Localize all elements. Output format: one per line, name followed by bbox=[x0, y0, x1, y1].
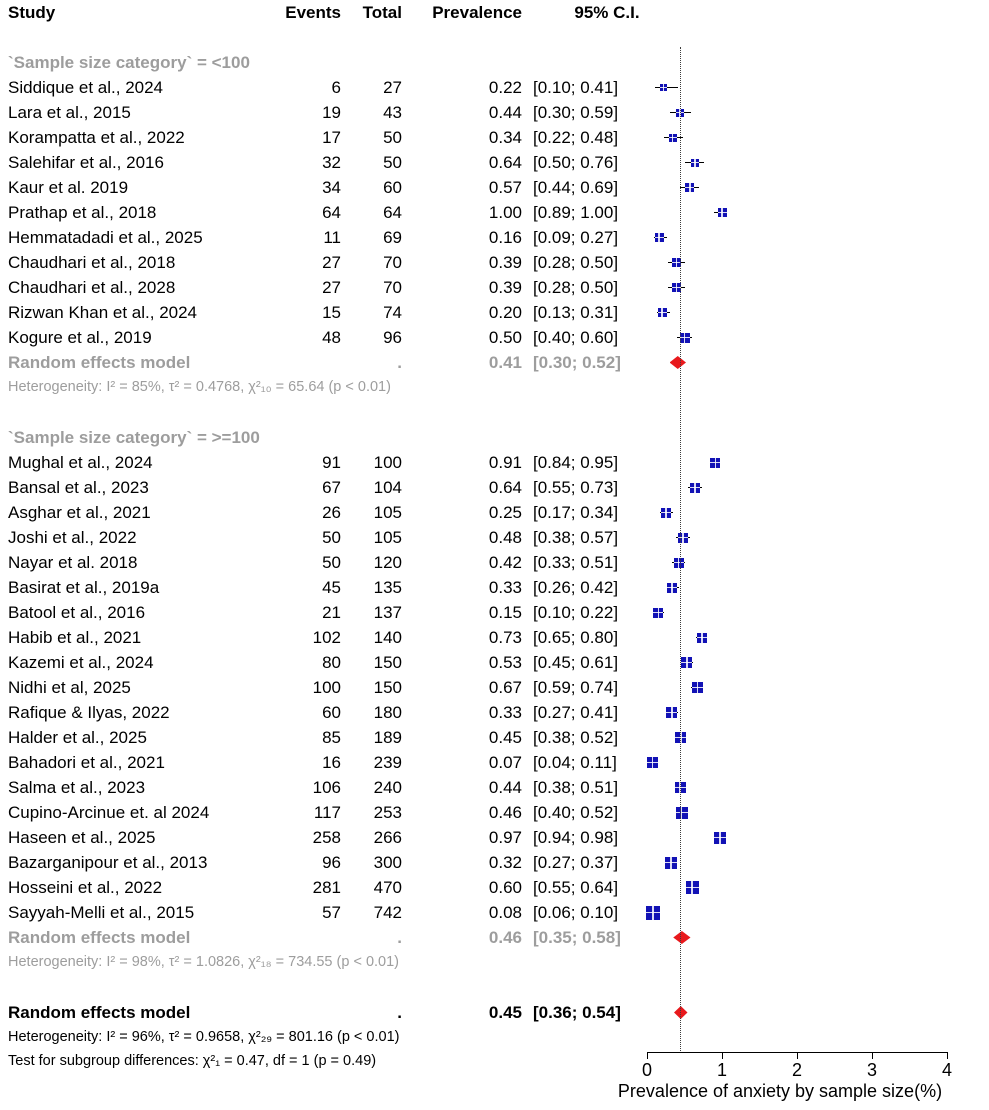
subgroup-label: `Sample size category` = <100 bbox=[8, 53, 250, 72]
effect-square bbox=[653, 608, 663, 618]
square-cross-v-icon bbox=[697, 682, 699, 693]
prevalence-value: 0.08 bbox=[488, 903, 522, 922]
events-value: 48 bbox=[322, 328, 341, 347]
prevalence-value: 1.00 bbox=[488, 203, 522, 222]
study-label: Siddique et al., 2024 bbox=[8, 78, 164, 97]
ci-value: [0.55; 0.64] bbox=[533, 878, 619, 897]
study-label: Bahadori et al., 2021 bbox=[8, 753, 165, 772]
total-value: 180 bbox=[373, 703, 402, 722]
ci-value: [0.30; 0.59] bbox=[533, 103, 619, 122]
square-cross-v-icon bbox=[676, 258, 678, 267]
ci-value: [0.10; 0.22] bbox=[533, 603, 619, 622]
ci-value: [0.35; 0.58] bbox=[533, 928, 621, 947]
events-value: 281 bbox=[312, 878, 341, 897]
events-value: 100 bbox=[312, 678, 341, 697]
events-value: 85 bbox=[322, 728, 341, 747]
total-value: 96 bbox=[383, 328, 402, 347]
study-label: Salehifar et al., 2016 bbox=[8, 153, 164, 172]
effect-square bbox=[665, 857, 677, 869]
study-label: Salma et al., 2023 bbox=[8, 778, 146, 797]
square-cross-v-icon bbox=[715, 458, 717, 468]
ci-value: [0.65; 0.80] bbox=[533, 628, 619, 647]
ci-value: [0.94; 0.98] bbox=[533, 828, 619, 847]
prevalence-value: 0.46 bbox=[488, 928, 522, 947]
square-cross-v-icon bbox=[682, 533, 684, 543]
subgroup-test-text: Test for subgroup differences: χ²₁ = 0.47, df = 1 (p = 0.49) bbox=[8, 1053, 377, 1069]
prevalence-value: 0.44 bbox=[488, 103, 522, 122]
ci-value: [0.27; 0.37] bbox=[533, 853, 619, 872]
effect-square bbox=[718, 208, 727, 217]
axis-tick-label: 0 bbox=[641, 1060, 652, 1080]
effect-square bbox=[690, 483, 700, 493]
events-value: 15 bbox=[322, 303, 341, 322]
prevalence-value: 0.57 bbox=[488, 178, 522, 197]
ci-value: [0.59; 0.74] bbox=[533, 678, 619, 697]
effect-square bbox=[646, 906, 660, 920]
study-label: Kogure et al., 2019 bbox=[8, 328, 152, 347]
events-value: 102 bbox=[312, 628, 341, 647]
study-label: Random effects model bbox=[8, 1003, 191, 1022]
column-header-events: Events bbox=[285, 3, 341, 22]
total-value: 470 bbox=[373, 878, 402, 897]
effect-square bbox=[686, 881, 699, 894]
subgroup-label: `Sample size category` = >=100 bbox=[8, 428, 260, 447]
events-value: 50 bbox=[322, 553, 341, 572]
events-value: 26 bbox=[322, 503, 341, 522]
total-value: 300 bbox=[373, 853, 402, 872]
square-cross-v-icon bbox=[671, 707, 673, 718]
column-header-prevalence: Prevalence bbox=[432, 3, 522, 22]
total-value: 189 bbox=[373, 728, 402, 747]
square-cross-v-icon bbox=[721, 208, 723, 217]
square-cross-v-icon bbox=[689, 183, 691, 192]
study-label: Kazemi et al., 2024 bbox=[8, 653, 154, 672]
total-value: . bbox=[397, 353, 402, 372]
axis-tick-label: 2 bbox=[791, 1060, 802, 1080]
study-label: Joshi et al., 2022 bbox=[8, 528, 137, 547]
square-cross-v-icon bbox=[658, 608, 660, 618]
total-value: 137 bbox=[373, 603, 402, 622]
square-cross-v-icon bbox=[676, 283, 678, 292]
study-label: Haseen et al., 2025 bbox=[8, 828, 156, 847]
axis-tick-label: 3 bbox=[866, 1060, 877, 1080]
prevalence-value: 0.53 bbox=[488, 653, 522, 672]
ci-value: [0.30; 0.52] bbox=[533, 353, 621, 372]
study-label: Hemmatadadi et al., 2025 bbox=[8, 228, 203, 247]
total-value: 60 bbox=[383, 178, 402, 197]
events-value: 117 bbox=[313, 803, 341, 822]
total-value: 253 bbox=[373, 803, 402, 822]
effect-square bbox=[685, 183, 694, 192]
total-value: 240 bbox=[373, 778, 402, 797]
effect-square bbox=[680, 333, 690, 343]
summary-diamond bbox=[673, 931, 690, 944]
prevalence-value: 0.73 bbox=[488, 628, 522, 647]
effect-square bbox=[697, 633, 707, 643]
study-label: Mughal et al., 2024 bbox=[8, 453, 153, 472]
study-label: Sayyah-Melli et al., 2015 bbox=[8, 903, 195, 922]
square-cross-v-icon bbox=[671, 583, 673, 593]
ci-value: [0.36; 0.54] bbox=[533, 1003, 621, 1022]
total-value: 150 bbox=[373, 653, 402, 672]
study-label: Random effects model bbox=[8, 353, 191, 372]
ci-value: [0.28; 0.50] bbox=[533, 253, 619, 272]
ci-value: [0.84; 0.95] bbox=[533, 453, 619, 472]
prevalence-value: 0.39 bbox=[488, 278, 522, 297]
prevalence-value: 0.41 bbox=[488, 353, 522, 372]
study-label: Lara et al., 2015 bbox=[8, 103, 131, 122]
effect-square bbox=[666, 707, 677, 718]
column-header-ci: 95% C.I. bbox=[574, 3, 640, 22]
effect-square bbox=[655, 233, 664, 242]
study-label: Bazarganipour et al., 2013 bbox=[8, 853, 208, 872]
total-value: 100 bbox=[373, 453, 402, 472]
effect-square bbox=[647, 757, 658, 768]
events-value: 6 bbox=[331, 78, 341, 97]
total-value: 43 bbox=[383, 103, 402, 122]
ci-value: [0.40; 0.60] bbox=[533, 328, 619, 347]
total-value: 105 bbox=[373, 528, 402, 547]
events-value: 45 bbox=[322, 578, 341, 597]
events-value: 27 bbox=[322, 278, 341, 297]
events-value: 34 bbox=[322, 178, 341, 197]
events-value: 17 bbox=[322, 128, 341, 147]
study-label: Chaudhari et al., 2028 bbox=[8, 278, 176, 297]
events-value: 50 bbox=[322, 528, 341, 547]
axis-tick-label: 4 bbox=[941, 1060, 952, 1080]
ci-value: [0.27; 0.41] bbox=[533, 703, 619, 722]
total-value: 266 bbox=[373, 828, 402, 847]
prevalence-value: 0.48 bbox=[488, 528, 522, 547]
prevalence-value: 0.45 bbox=[488, 1003, 522, 1022]
events-value: 91 bbox=[322, 453, 341, 472]
ci-value: [0.33; 0.51] bbox=[533, 553, 619, 572]
study-label: Prathap et al., 2018 bbox=[8, 203, 157, 222]
square-cross-v-icon bbox=[661, 308, 663, 317]
events-value: 11 bbox=[323, 228, 341, 247]
prevalence-value: 0.97 bbox=[488, 828, 522, 847]
total-value: 69 bbox=[383, 228, 402, 247]
study-label: Hosseini et al., 2022 bbox=[8, 878, 163, 897]
total-value: 64 bbox=[383, 203, 402, 222]
prevalence-value: 0.33 bbox=[488, 703, 522, 722]
effect-square bbox=[676, 807, 688, 819]
prevalence-value: 0.32 bbox=[488, 853, 522, 872]
ci-value: [0.45; 0.61] bbox=[533, 653, 619, 672]
study-label: Kaur et al. 2019 bbox=[8, 178, 129, 197]
overall-heterogeneity-text: Heterogeneity: I² = 96%, τ² = 0.9658, χ²₂₉ = 801.16 (p < 0.01) bbox=[8, 1029, 400, 1045]
total-value: 74 bbox=[383, 303, 402, 322]
column-header-total: Total bbox=[362, 3, 402, 22]
prevalence-value: 0.34 bbox=[488, 128, 522, 147]
heterogeneity-text: Heterogeneity: I² = 85%, τ² = 0.4768, χ²₁₀ = 65.64 (p < 0.01) bbox=[8, 379, 391, 395]
effect-square bbox=[681, 657, 692, 668]
effect-square bbox=[667, 583, 677, 593]
total-value: 27 bbox=[383, 78, 402, 97]
ci-value: [0.55; 0.73] bbox=[533, 478, 619, 497]
ci-value: [0.17; 0.34] bbox=[533, 503, 619, 522]
effect-square bbox=[691, 159, 699, 167]
axis-tick-label: 1 bbox=[716, 1060, 727, 1080]
total-value: 104 bbox=[373, 478, 402, 497]
prevalence-value: 0.15 bbox=[488, 603, 522, 622]
prevalence-value: 0.44 bbox=[488, 778, 522, 797]
prevalence-value: 0.91 bbox=[488, 453, 522, 472]
study-label: Nayar et al. 2018 bbox=[8, 553, 138, 572]
prevalence-value: 0.33 bbox=[488, 578, 522, 597]
effect-square bbox=[669, 134, 677, 142]
column-header-study: Study bbox=[8, 3, 56, 22]
square-cross-v-icon bbox=[652, 757, 654, 768]
prevalence-value: 0.42 bbox=[488, 553, 522, 572]
effect-square bbox=[658, 308, 667, 317]
study-label: Halder et al., 2025 bbox=[8, 728, 147, 747]
total-value: 50 bbox=[383, 128, 402, 147]
study-label: Asghar et al., 2021 bbox=[8, 503, 151, 522]
events-value: 21 bbox=[322, 603, 341, 622]
ci-value: [0.44; 0.69] bbox=[533, 178, 619, 197]
square-cross-v-icon bbox=[701, 633, 703, 643]
total-value: 135 bbox=[373, 578, 402, 597]
events-value: 80 bbox=[322, 653, 341, 672]
square-cross-v-icon bbox=[694, 483, 696, 493]
study-label: Rizwan Khan et al., 2024 bbox=[8, 303, 198, 322]
x-axis-title: Prevalence of anxiety by sample size(%) bbox=[617, 1081, 943, 1101]
effect-square bbox=[692, 682, 703, 693]
square-cross-v-icon bbox=[691, 881, 693, 894]
square-cross-v-icon bbox=[694, 159, 696, 167]
prevalence-value: 0.16 bbox=[488, 228, 522, 247]
ci-value: [0.40; 0.52] bbox=[533, 803, 619, 822]
total-value: . bbox=[397, 928, 402, 947]
events-value: 64 bbox=[322, 203, 341, 222]
ci-value: [0.89; 1.00] bbox=[533, 203, 619, 222]
study-label: Batool et al., 2016 bbox=[8, 603, 146, 622]
effect-square bbox=[661, 508, 671, 518]
prevalence-value: 0.67 bbox=[488, 678, 522, 697]
effect-square bbox=[714, 832, 726, 844]
reference-line bbox=[680, 47, 681, 1053]
ci-value: [0.10; 0.41] bbox=[533, 78, 619, 97]
ci-value: [0.38; 0.57] bbox=[533, 528, 619, 547]
total-value: . bbox=[397, 1003, 402, 1022]
study-label: Chaudhari et al., 2018 bbox=[8, 253, 176, 272]
study-label: Habib et al., 2021 bbox=[8, 628, 142, 647]
square-cross-v-icon bbox=[652, 906, 654, 920]
effect-square bbox=[660, 84, 667, 91]
effect-square bbox=[710, 458, 720, 468]
heterogeneity-text: Heterogeneity: I² = 98%, τ² = 1.0826, χ²₁₈ = 734.55 (p < 0.01) bbox=[8, 954, 399, 970]
ci-value: [0.28; 0.50] bbox=[533, 278, 619, 297]
prevalence-value: 0.25 bbox=[488, 503, 522, 522]
events-value: 19 bbox=[322, 103, 341, 122]
square-cross-v-icon bbox=[686, 657, 688, 668]
total-value: 105 bbox=[373, 503, 402, 522]
total-value: 70 bbox=[383, 253, 402, 272]
events-value: 16 bbox=[322, 753, 341, 772]
ci-value: [0.22; 0.48] bbox=[533, 128, 619, 147]
prevalence-value: 0.64 bbox=[488, 478, 522, 497]
ci-value: [0.38; 0.52] bbox=[533, 728, 619, 747]
events-value: 258 bbox=[312, 828, 341, 847]
square-cross-v-icon bbox=[672, 134, 674, 142]
ci-value: [0.13; 0.31] bbox=[533, 303, 619, 322]
ci-value: [0.50; 0.76] bbox=[533, 153, 619, 172]
prevalence-value: 0.64 bbox=[488, 153, 522, 172]
square-cross-v-icon bbox=[684, 333, 686, 343]
effect-square bbox=[674, 558, 684, 568]
square-cross-v-icon bbox=[670, 857, 672, 869]
study-label: Korampatta et al., 2022 bbox=[8, 128, 185, 147]
square-cross-v-icon bbox=[719, 832, 721, 844]
total-value: 239 bbox=[373, 753, 402, 772]
study-label: Cupino-Arcinue et. al 2024 bbox=[8, 803, 210, 822]
events-value: 27 bbox=[322, 253, 341, 272]
events-value: 60 bbox=[322, 703, 341, 722]
prevalence-value: 0.20 bbox=[488, 303, 522, 322]
square-cross-v-icon bbox=[663, 84, 665, 91]
events-value: 96 bbox=[322, 853, 341, 872]
prevalence-value: 0.39 bbox=[488, 253, 522, 272]
events-value: 32 bbox=[322, 153, 341, 172]
total-value: 70 bbox=[383, 278, 402, 297]
events-value: 67 bbox=[322, 478, 341, 497]
prevalence-value: 0.46 bbox=[488, 803, 522, 822]
study-label: Random effects model bbox=[8, 928, 191, 947]
square-cross-v-icon bbox=[665, 508, 667, 518]
total-value: 140 bbox=[373, 628, 402, 647]
study-label: Bansal et al., 2023 bbox=[8, 478, 149, 497]
ci-value: [0.06; 0.10] bbox=[533, 903, 619, 922]
total-value: 150 bbox=[373, 678, 402, 697]
total-value: 50 bbox=[383, 153, 402, 172]
ci-value: [0.04; 0.11] bbox=[533, 753, 617, 772]
total-value: 120 bbox=[373, 553, 402, 572]
prevalence-value: 0.45 bbox=[488, 728, 522, 747]
total-value: 742 bbox=[373, 903, 402, 922]
ci-value: [0.26; 0.42] bbox=[533, 578, 619, 597]
study-label: Rafique & Ilyas, 2022 bbox=[8, 703, 170, 722]
prevalence-value: 0.07 bbox=[488, 753, 522, 772]
study-label: Basirat et al., 2019a bbox=[8, 578, 160, 597]
prevalence-value: 0.50 bbox=[488, 328, 522, 347]
events-value: 106 bbox=[312, 778, 341, 797]
ci-value: [0.09; 0.27] bbox=[533, 228, 619, 247]
prevalence-value: 0.60 bbox=[488, 878, 522, 897]
study-label: Nidhi et al, 2025 bbox=[8, 678, 131, 697]
ci-value: [0.38; 0.51] bbox=[533, 778, 619, 797]
square-cross-v-icon bbox=[658, 233, 660, 242]
prevalence-value: 0.22 bbox=[488, 78, 522, 97]
events-value: 57 bbox=[322, 903, 341, 922]
